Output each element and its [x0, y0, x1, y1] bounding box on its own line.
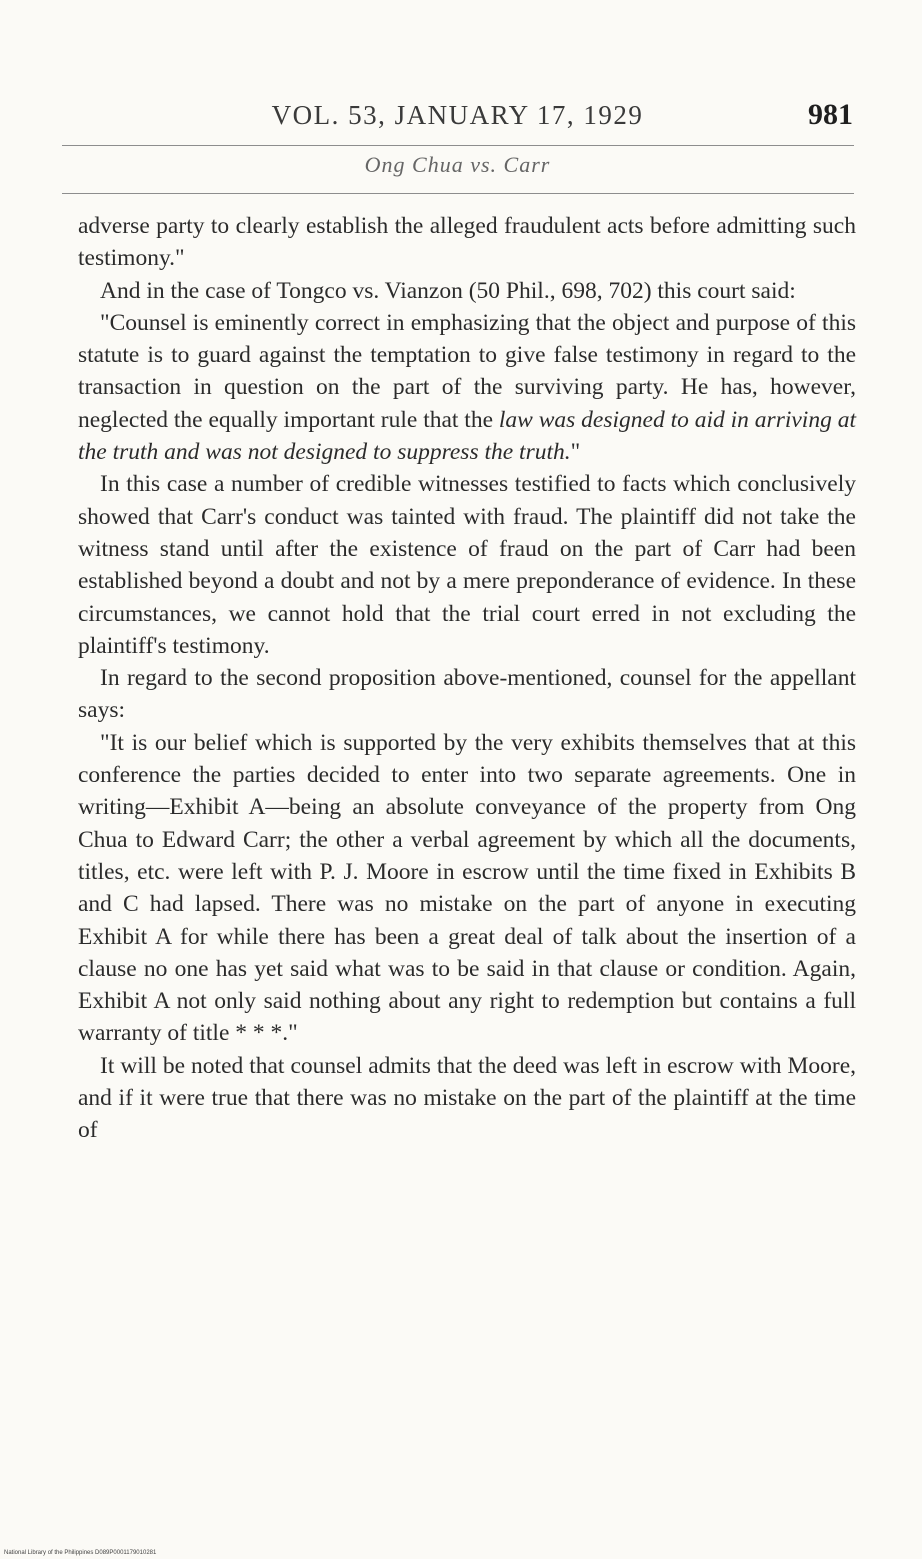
quoted-paragraph: "It is our belief which is supported by the very exhibits themselves that at this conference the parties decided to enter into two separate agreements. One in writing—Exhibit A—being an absolute conveyance of the property from Ong Chua to Edward Carr; the other a verbal agreement by which all the documents, titles, etc. were left with P. J. Moore in escrow until the time fixed in Exhibits B and C had lapsed. There was no mistake on the part of anyone in executing Exhibit A for while there has been a great deal of talk about the insertion of a clause no one has yet said what was to be said in that clause or condition. Again, Exhibit A not only said nothing about any right to redemption but contains a full warranty of title * * *." — [78, 729, 856, 1047]
body-text — [78, 210, 856, 1147]
quote-emphasis: law was designed to aid in arriving at the truth and was not designed to suppress the truth. — [78, 406, 856, 466]
paragraph: In this case a number of credible witnesses testified to facts which conclusively showed that Carr's conduct was tainted with fraud. The plaintiff did not take the witness stand until after the existence of fraud on the part of Carr had been established beyond a doubt and not by a mere preponderance of evidence. In these circumstances, we cannot hold that the trial court erred in not excluding the plaintiff's testimony. — [78, 471, 856, 659]
quote-text: "Counsel is eminently correct in emphasizing that the object and purpose of this statute is to guard against the temptation to give false testimony in regard to the transaction in question on the part of the surviving party. He has, however, neglected the equally important rule that the — [78, 309, 856, 433]
archive-footer: National Library of the Philippines D089P0001179010281 — [4, 1550, 157, 1556]
quote-close: " — [570, 439, 581, 466]
page-number: 981 — [808, 98, 853, 131]
paragraph: It will be noted that counsel admits that the deed was left in escrow with Moore, and if it were true that there was no mistake on the part of the plaintiff at the time of — [78, 1052, 856, 1144]
page-header — [60, 92, 855, 138]
case-title: Ong Chua vs. Carr — [364, 152, 551, 177]
header-rule-top — [62, 145, 854, 146]
paragraph: In regard to the second proposition above-mentioned, counsel for the appellant says: — [78, 665, 856, 724]
running-head: VOL. 53, JANUARY 17, 1929 — [271, 100, 644, 130]
quoted-paragraph — [78, 307, 856, 468]
paragraph: adverse party to clearly establish the alleged fraudulent acts before admitting such testimony." — [78, 213, 856, 272]
paragraph: And in the case of Tongco vs. Vianzon (50 Phil., 698, 702) this court said: — [100, 277, 796, 304]
header-rule-bottom — [62, 193, 854, 194]
